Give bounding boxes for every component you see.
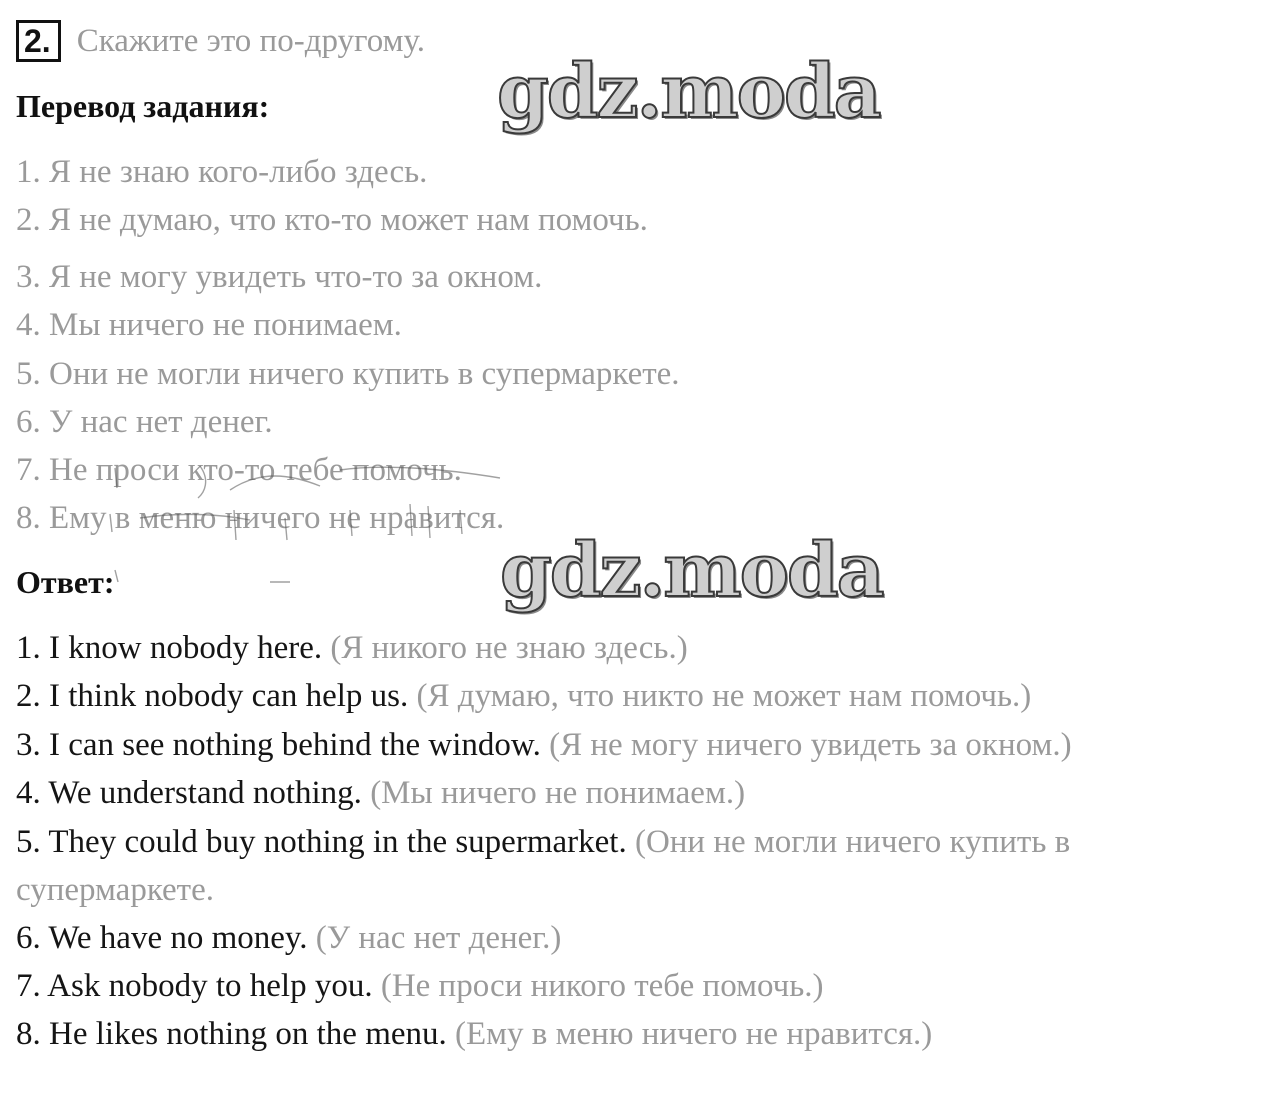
answer-english: 5. They could buy nothing in the supermarket. [16,824,627,860]
translation-item: 8. Ему в меню ничего не нравится. [16,500,505,536]
answer-english: 7. Ask nobody to help you. [16,968,373,1004]
translation-heading: Перевод задания: [16,88,270,124]
answer-russian: (Они не могли ничего купить в [634,824,1071,860]
answer-russian: (Я думаю, что никто не может нам помочь.) [416,678,1032,714]
answer-russian: (Не проси никого тебе помочь.) [380,968,824,1004]
answer-item [16,918,561,958]
answer-english: 6. We have no money. [16,920,308,956]
answer-item [16,1014,932,1054]
answer-russian: (Мы ничего не понимаем.) [370,775,746,811]
answer-russian-continuation: супермаркете. [16,872,214,908]
answer-russian: (Я никого не знаю здесь.) [330,630,688,666]
translation-item: 3. Я не могу увидеть что-то за окном. [16,259,543,295]
answer-english: 3. I can see nothing behind the window. [16,727,541,763]
translation-item: 2. Я не думаю, что кто-то может нам помочь. [16,202,648,238]
answer-russian: (У нас нет денег.) [315,920,562,956]
answer-english: 8. He likes nothing on the menu. [16,1016,447,1052]
translation-item: 5. Они не могли ничего купить в супермаркете. [16,356,680,392]
answer-english: 1. I know nobody here. [16,630,323,666]
translation-item: 4. Мы ничего не понимаем. [16,307,402,343]
answer-russian: (Я не могу ничего увидеть за окном.) [549,727,1072,763]
answer-item [16,725,1072,765]
answer-english: 4. We understand nothing. [16,775,362,811]
answer-item [16,822,1070,862]
translation-item: 6. У нас нет денег. [16,404,273,440]
answer-item [16,676,1031,716]
task-number-box: 2. [16,20,61,62]
translation-item: 1. Я не знаю кого-либо здесь. [16,154,428,190]
translation-item: 7. Не проси кто-то тебе помочь. [16,452,462,488]
answer-english: 2. I think nobody can help us. [16,678,409,714]
watermark-top: gdz.moda [497,49,880,135]
watermark-middle: gdz.moda [500,528,883,614]
exercise-header [16,20,425,62]
answer-russian: (Ему в меню ничего не нравится.) [455,1016,933,1052]
answer-heading: Ответ: [16,564,115,600]
answer-item [16,628,688,668]
answer-item [16,966,824,1006]
answer-item [16,773,745,813]
task-title: Скажите это по-другому. [76,22,425,59]
